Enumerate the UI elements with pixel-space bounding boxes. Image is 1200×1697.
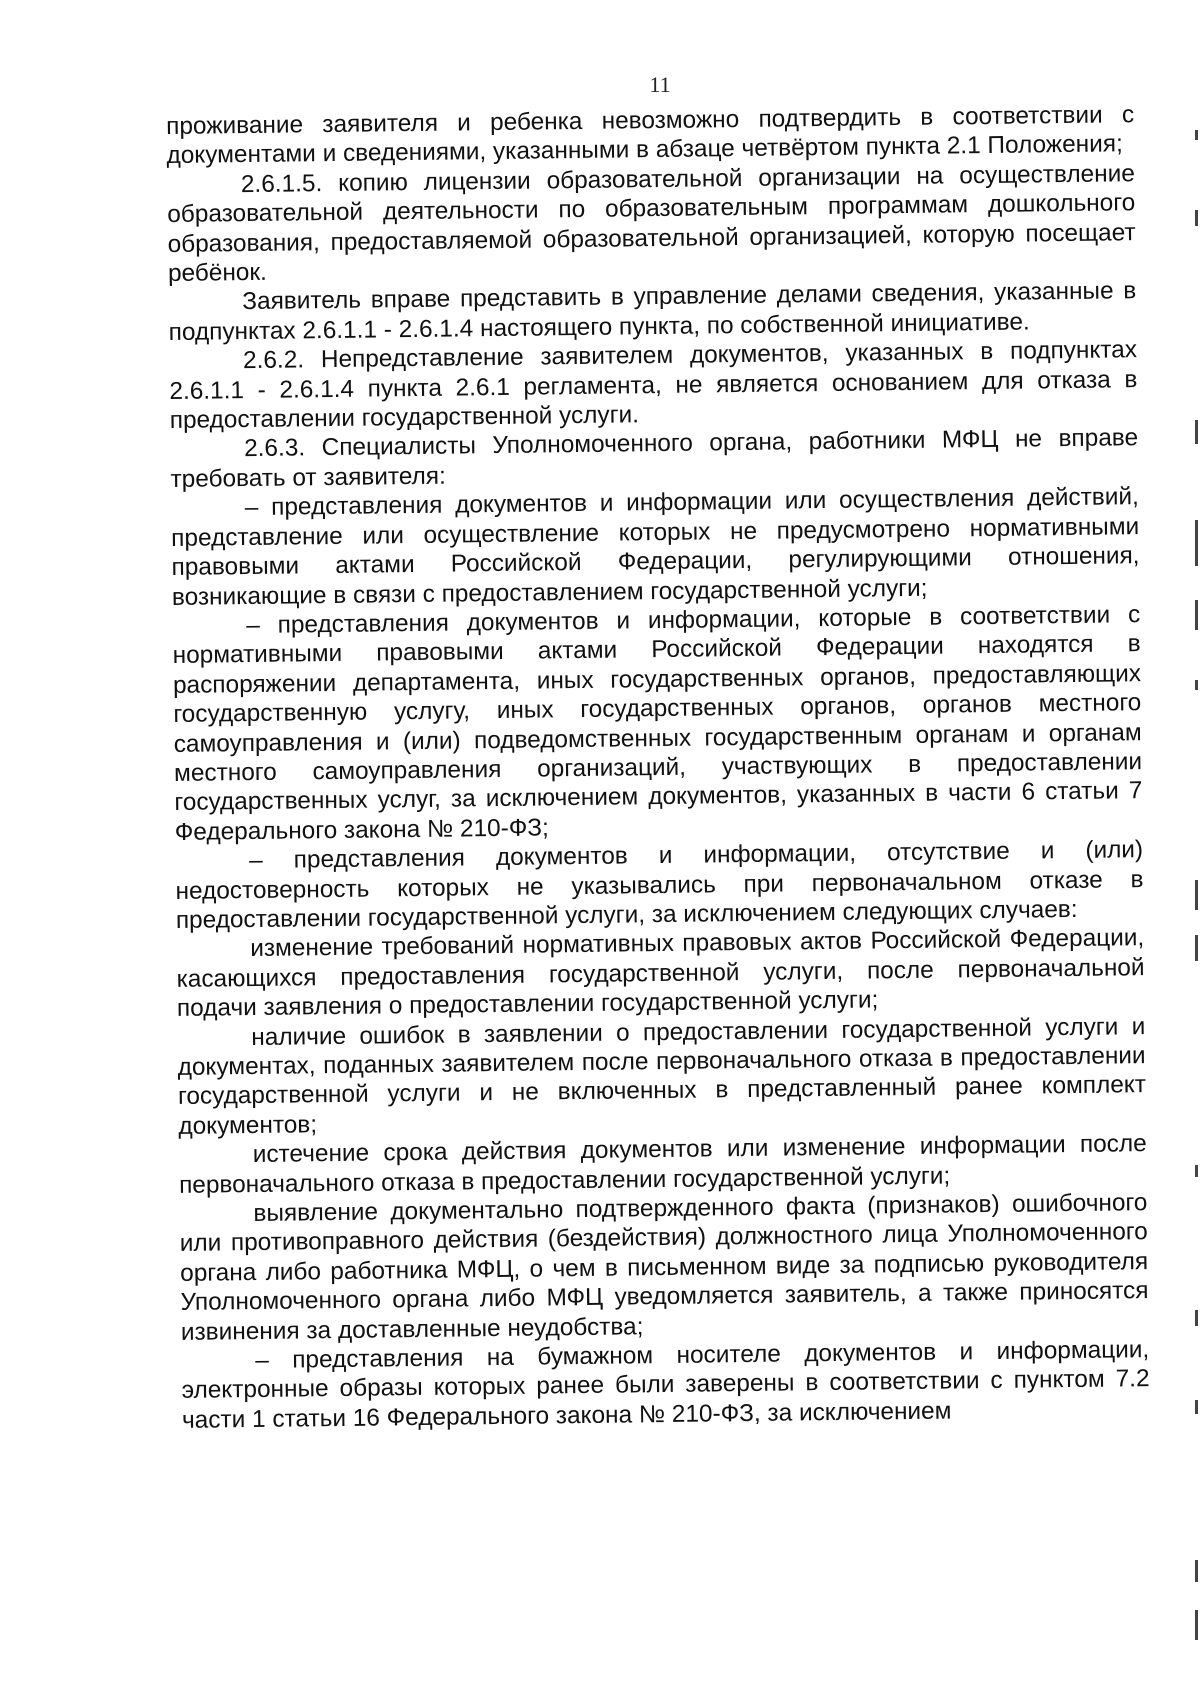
scan-mark [1195, 1610, 1198, 1640]
scan-mark [1195, 420, 1198, 444]
scan-mark [1195, 130, 1198, 140]
scan-mark [1195, 210, 1198, 226]
scan-mark [1195, 520, 1198, 566]
case-official-misconduct: выявление документально подтвержденного факта (признаков) ошибочного или противоправного действия (бездействия) должностного лица Уполномоченного органа либо работника МФЦ, о чем в письменном виде за подписью руководителя Уполномоченного органа либо МФЦ уведомляется заявитель, а также приносятся извинения за доставленные неудобства; [179, 1189, 1149, 1346]
scan-mark [1195, 680, 1198, 690]
scan-mark [1195, 1165, 1198, 1177]
document-body [166, 100, 1150, 1435]
paragraph-applicant-own-initiative: Заявитель вправе представить в управление делами сведения, указанные в подпунктах 2.6.1.1 - 2.6.1.4 настоящего пункта, по собственной инициативе. [168, 277, 1137, 346]
paragraph-2-6-3: 2.6.3. Специалисты Уполномоченного органа, работники МФЦ не вправе требовать от заявителя: [170, 424, 1139, 493]
list-item-documents-not-indicated-at-refusal: – представления документов и информации, отсутствие и (или) недостоверность которых не указывались при первоначальном отказе в предоставлении государственной услуги, за исключением следующих случаев: [175, 836, 1144, 934]
case-documents-expired: истечение срока действия документов или изменение информации после первоначального отказа в предоставлении государственной услуги; [178, 1130, 1147, 1199]
case-errors-in-application: наличие ошибок в заявлении о предоставлении государственной услуги и документах, поданных заявителем после первоначального отказа в предоставлении государственной услуги и не включенных в представленный ранее комплект документов; [177, 1012, 1147, 1140]
scan-mark [1195, 1310, 1198, 1326]
case-requirements-changed: изменение требований нормативных правовых актов Российской Федерации, касающихся предоставления государственной услуги, после первоначальной подачи заявления о предоставлении государственной услуги; [176, 924, 1145, 1023]
scan-edge-marks [1188, 0, 1200, 1697]
scan-mark [1195, 1400, 1198, 1414]
paragraph-2-6-2: 2.6.2. Непредставление заявителем документов, указанных в подпунктах 2.6.1.1 - 2.6.1.4 пункта 2.6.1 регламента, не является основанием для отказа в предоставлении государственной услуги. [169, 336, 1138, 435]
page-number: 11 [649, 72, 671, 97]
list-item-not-required-documents: – представления документов и информации или осуществления действий, представление или осуществление которых не предусмотрено нормативными правовыми актами Российской Федерации, регулирующими отношения, возникающие в связи с предоставлением государственной услуги; [171, 483, 1140, 611]
paragraph-residence-confirmation: проживание заявителя и ребенка невозможно подтвердить в соответствии с документами и сведениями, указанными в абзаце четвёртом пункта 2.1 Положения; [166, 101, 1135, 170]
list-item-paper-documents-electronic-images: – представления на бумажном носителе документов и информации, электронные образы которых ранее были заверены в соответствии с пунктом 7.2 части 1 статьи 16 Федерального закона № 210-ФЗ, за исключением [181, 1336, 1150, 1434]
scan-mark [1195, 880, 1198, 910]
scan-mark [1195, 935, 1198, 961]
list-item-documents-held-by-agencies: – представления документов и информации, которые в соответствии с нормативными правовыми актами Российской Федерации находятся в распоряжении департамента, иных государственных органов, предоставляющих государственную услугу, иных государственных органов, органов местного самоуправления и (или) подведомственных государственным органам и органам местного самоуправления организаций, участвующих в предоставлении государственных услуг, за исключением документов, указанных в части 6 статьи 7 Федерального закона № 210-ФЗ; [172, 601, 1143, 846]
scan-mark [1195, 1560, 1198, 1582]
scan-mark [1195, 600, 1198, 630]
paragraph-2-6-1-5-license-copy: 2.6.1.5. копию лицензии образовательной организации на осуществление образовательной деятельности по образовательным программам дошкольного образования, предоставляемой образовательной организацией, которую посещает ребёнок. [167, 159, 1136, 288]
